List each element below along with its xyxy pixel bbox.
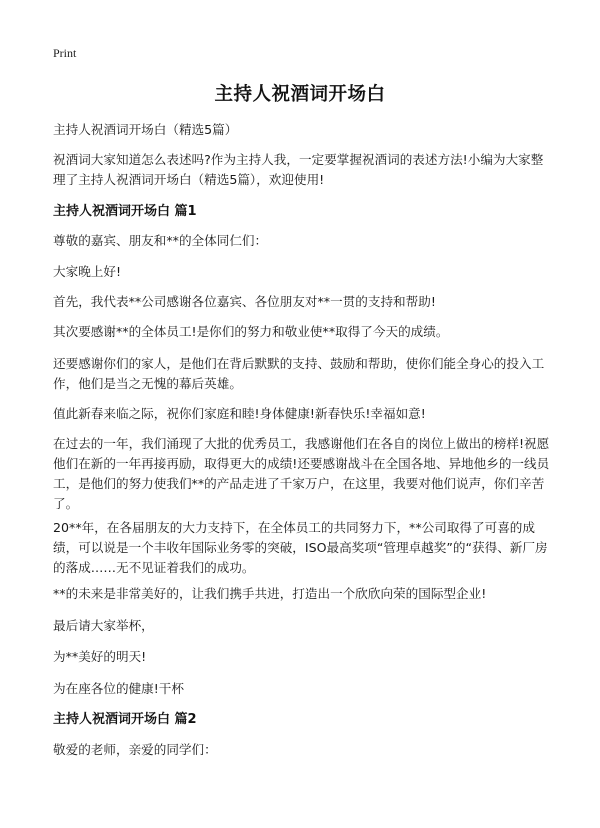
paragraph: 为**美好的明天! — [53, 649, 147, 664]
section-heading-2: 主持人祝酒词开场白 篇2 — [53, 712, 197, 727]
print-label: Print — [53, 46, 77, 60]
document-title: 主持人祝酒词开场白 — [214, 84, 386, 105]
paragraph: 还要感谢你们的家人，是他们在背后默默的支持、鼓励和帮助，使你们能全身心的投入工作，他们是当之无愧的幕后英雄。 — [53, 356, 545, 391]
paragraph: 尊敬的嘉宾、朋友和**的全体同仁们： — [53, 233, 268, 248]
paragraph: 敬爱的老师，亲爱的同学们： — [53, 742, 217, 757]
paragraph: 大家晚上好! — [53, 264, 122, 279]
paragraph: 在过去的一年，我们涌现了大批的优秀员工，我感谢他们在各自的岗位上做出的榜样!祝愿他们在新的一年再接再励，取得更大的成绩!还要感谢战斗在全国各地、异地他乡的一线员工，是他们的努力使我们**的产品走进了千家万户，在这里，我要对他们说声，你们辛苦了。 — [53, 436, 550, 511]
paragraph: 值此新春来临之际，祝你们家庭和睦!身体健康!新春快乐!幸福如意! — [53, 406, 426, 421]
paragraph: 为在座各位的健康!干杯 — [53, 681, 184, 696]
document-subtitle: 主持人祝酒词开场白（精选5篇） — [53, 122, 238, 137]
paragraph: 最后请大家举杯， — [53, 618, 154, 633]
intro-paragraph: 祝酒词大家知道怎么表述吗?作为主持人我，一定要掌握祝酒词的表述方法!小编为大家整理了主持人祝酒词开场白（精选5篇），欢迎使用! — [53, 152, 544, 187]
paragraph: 其次要感谢**的全体员工!是你们的努力和敬业使**取得了今天的成绩。 — [53, 324, 449, 339]
section-heading-1: 主持人祝酒词开场白 篇1 — [53, 204, 197, 219]
paragraph: 20**年，在各届朋友的大力支持下，在全体员工的共同努力下，**公司取得了可喜的成绩，可以说是一个丰收年国际业务零的突破，ISO最高奖项“管理卓越奖”的“获得、新厂房的落成……无不见证着我们的成功。 — [53, 520, 548, 575]
paragraph: **的未来是非常美好的，让我们携手共进，打造出一个欣欣向荣的国际型企业! — [53, 586, 487, 601]
paragraph: 首先，我代表**公司感谢各位嘉宾、各位朋友对**一贯的支持和帮助! — [53, 294, 436, 309]
